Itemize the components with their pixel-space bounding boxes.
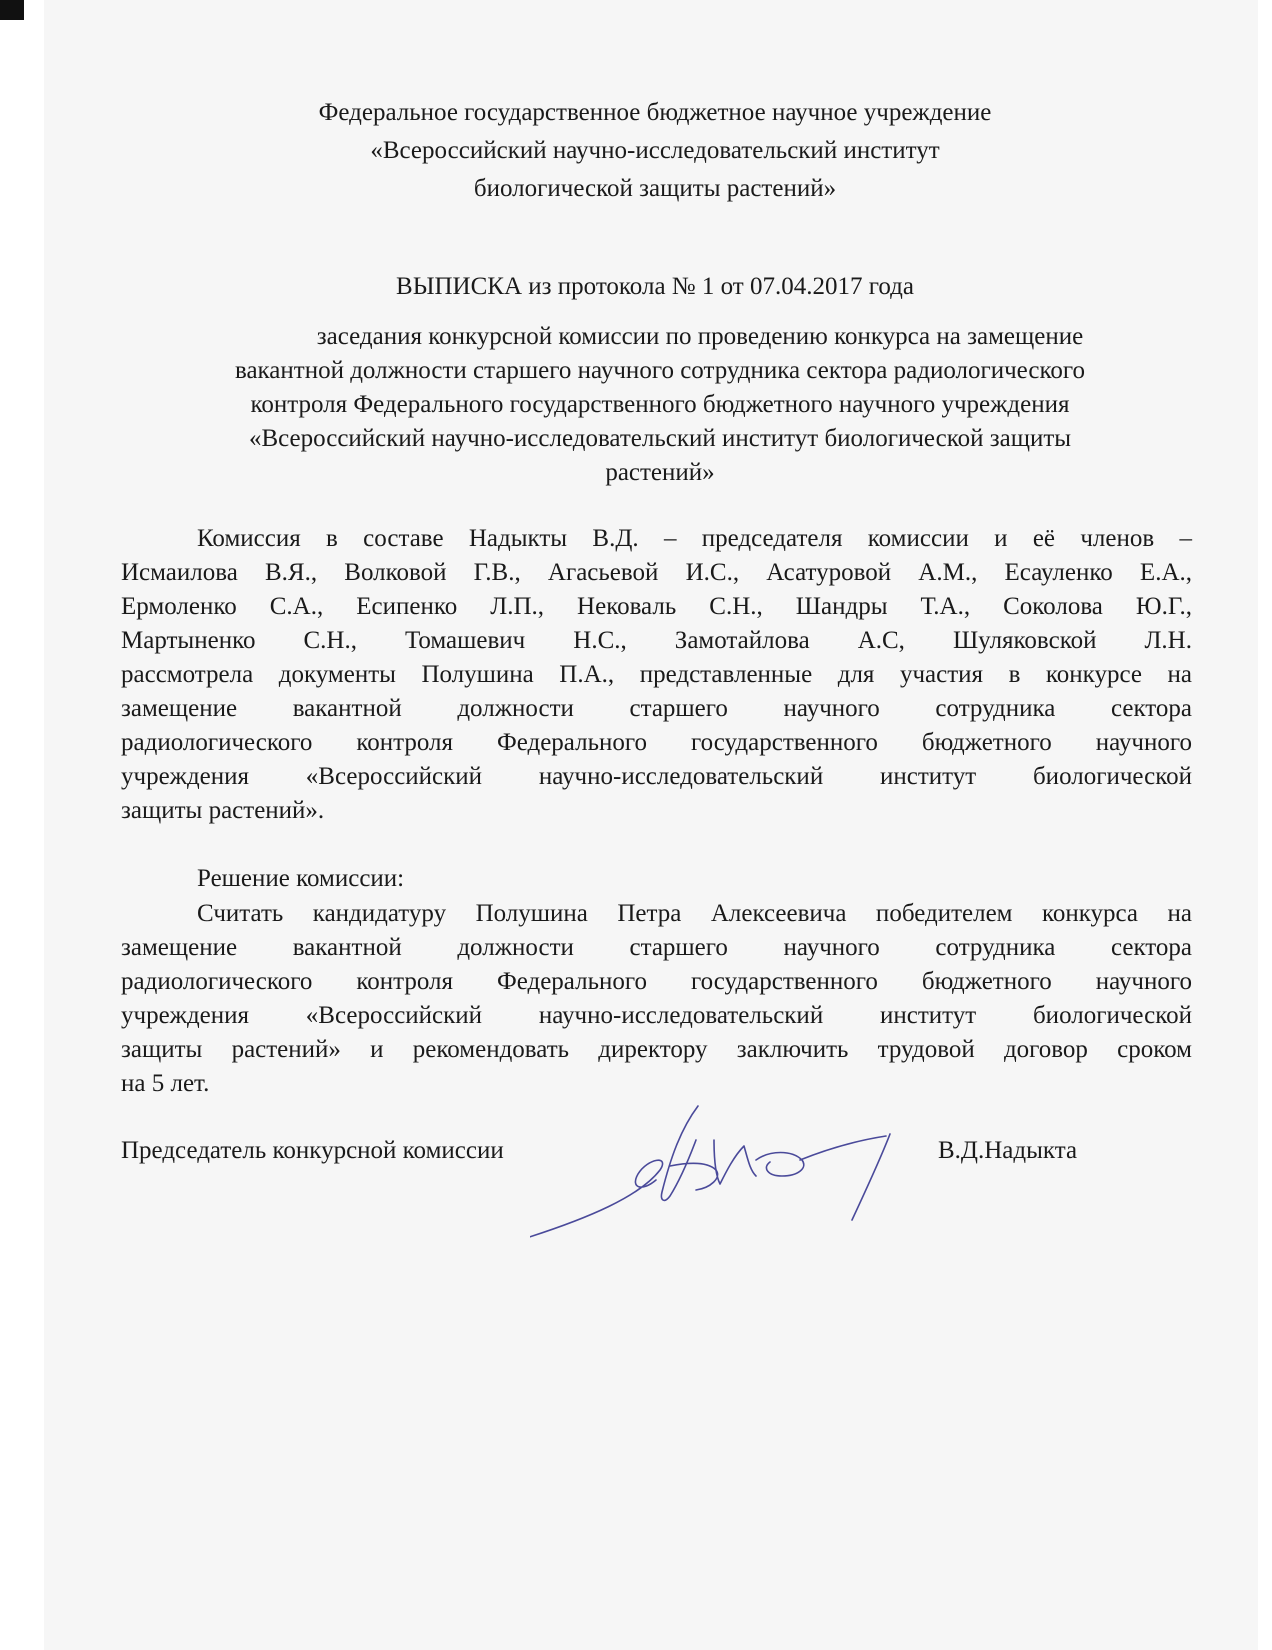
paragraph-line: защиты растений».: [121, 797, 325, 824]
commission-paragraph: [121, 522, 1192, 828]
meeting-subject: [150, 320, 1170, 490]
handwritten-signature: [530, 1100, 930, 1250]
organization-header: [120, 94, 1190, 208]
paragraph-line: Ермоленко С.А., Есипенко Л.П., Нековаль С.Н., Шандры Т.А., Соколова Ю.Г.,: [121, 593, 1192, 620]
paragraph-line: на 5 лет.: [121, 1070, 210, 1097]
chairman-name: В.Д.Надыкта: [938, 1137, 1078, 1164]
subject-line: «Всероссийский научно-исследовательский институт биологической защиты: [248, 425, 1072, 452]
subject-line: растений»: [605, 459, 715, 486]
paragraph-line: замещение вакантной должности старшего научного сотрудника сектора: [121, 695, 1192, 722]
paragraph-line: защиты растений» и рекомендовать директору заключить трудовой договор сроком: [121, 1036, 1192, 1063]
paragraph-line: Исмаилова В.Я., Волковой Г.В., Агасьевой И.С., Асатуровой А.М., Есауленко Е.А.,: [121, 559, 1192, 586]
decision-paragraph: [121, 897, 1192, 1101]
subject-line: вакантной должности старшего научного сотрудника сектора радиологического: [234, 357, 1086, 384]
organization-line-1: Федеральное государственное бюджетное научное учреждение: [318, 99, 992, 126]
subject-line: контроля Федерального государственного бюджетного научного учреждения: [250, 391, 1070, 418]
subject-line: заседания конкурсной комиссии по проведению конкурса на замещение: [316, 323, 1084, 350]
paragraph-line: радиологического контроля Федерального государственного бюджетного научного: [121, 968, 1192, 995]
scan-corner-mark: [0, 0, 24, 20]
document-title: ВЫПИСКА из протокола № 1 от 07.04.2017 года: [396, 273, 914, 300]
paragraph-line: учреждения «Всероссийский научно-исследовательский институт биологической: [121, 1002, 1192, 1029]
paragraph-line: Считать кандидатуру Полушина Петра Алексеевича победителем конкурса на: [197, 900, 1192, 927]
paragraph-line: Комиссия в составе Надыкты В.Д. – председателя комиссии и её членов –: [197, 525, 1192, 552]
paragraph-line: учреждения «Всероссийский научно-исследовательский институт биологической: [121, 763, 1192, 790]
organization-line-2: «Всероссийский научно-исследовательский институт: [370, 137, 940, 164]
chairman-title: Председатель конкурсной комиссии: [121, 1137, 504, 1164]
decision-label: Решение комиссии:: [197, 865, 405, 892]
paragraph-line: радиологического контроля Федерального государственного бюджетного научного: [121, 729, 1192, 756]
paragraph-line: Мартыненко С.Н., Томашевич Н.С., Замотайлова А.С, Шуляковской Л.Н.: [121, 627, 1192, 654]
paragraph-line: рассмотрела документы Полушина П.А., представленные для участия в конкурсе на: [121, 661, 1192, 688]
organization-line-3: биологической защиты растений»: [473, 175, 837, 202]
paragraph-line: замещение вакантной должности старшего научного сотрудника сектора: [121, 934, 1192, 961]
